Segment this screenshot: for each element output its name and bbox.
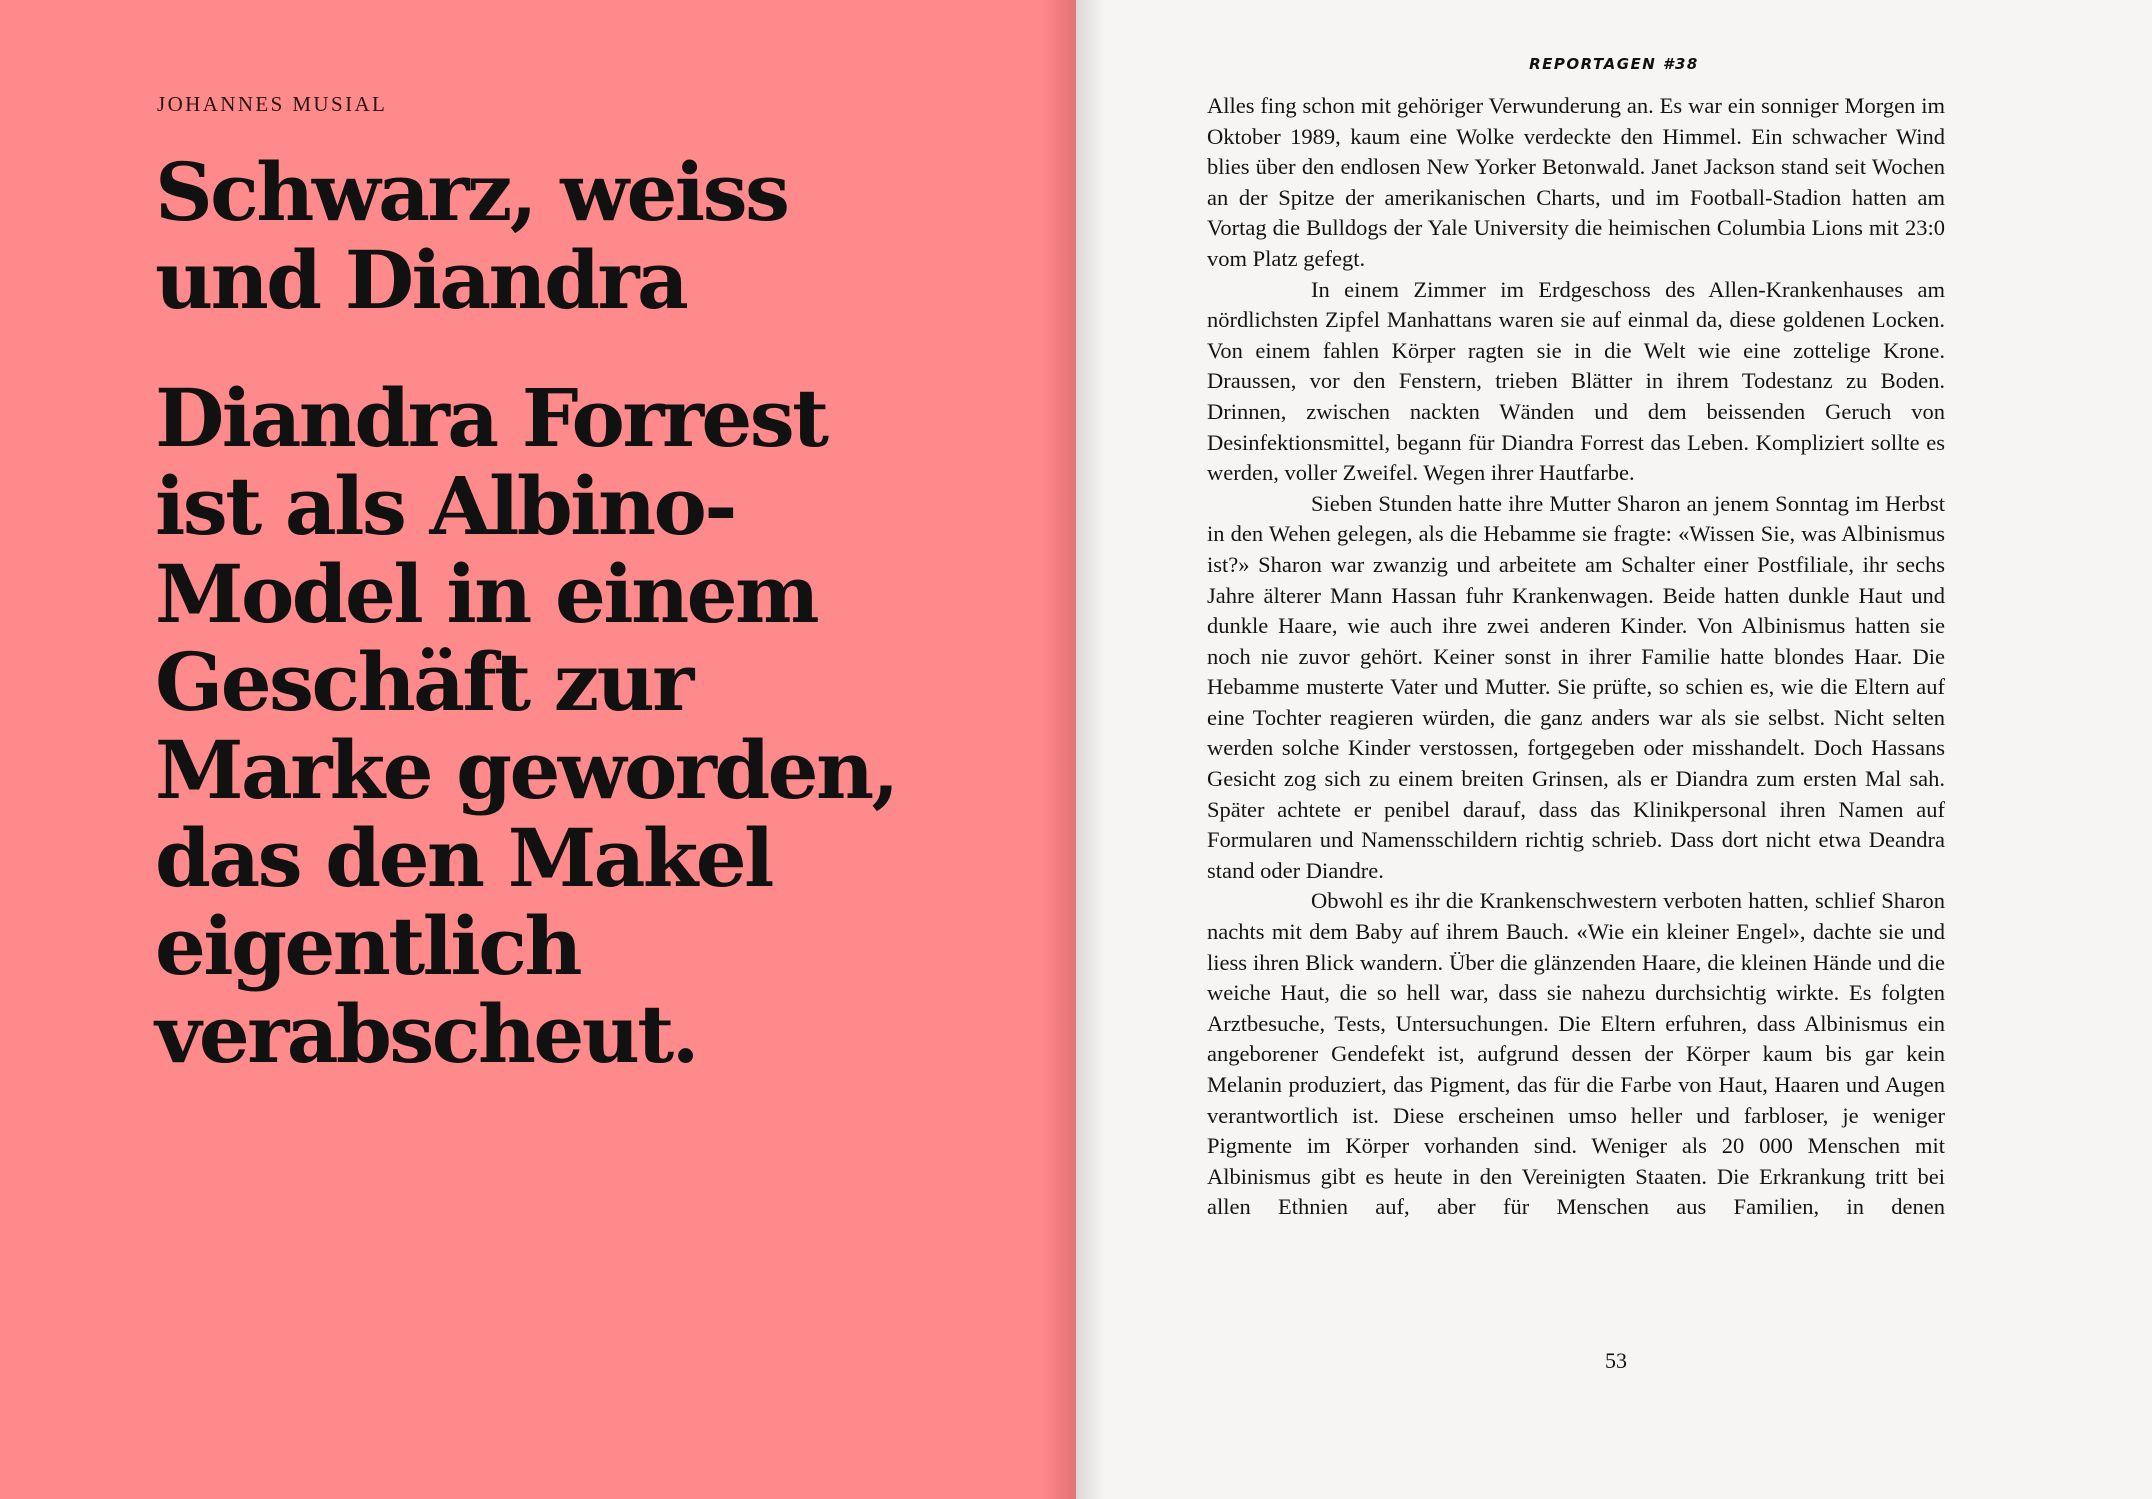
article-body bbox=[1207, 91, 1945, 1223]
body-paragraph: Obwohl es ihr die Krankenschwestern verboten hatten, schlief Sharon nachts mit dem Baby auf ihrem Bauch. «Wie ein kleiner Engel», dachte sie und liess ihren Blick wandern. Über die glänzenden Haare, die kleinen Hände und die weiche Haut, die so hell war, dass sie nahezu durchsichtig wirkte. Es folgten Arztbesuche, Tests, Untersuchungen. Die Eltern erfuhren, dass Albinismus ein angeborener Gendefekt ist, aufgrund dessen der Körper kaum bis gar kein Melanin produziert, das Pigment, das für die Farbe von Haut, Haaren und Augen verantwortlich ist. Diese erscheinen umso heller und farbloser, je weniger Pigmente im Körper vorhanden sind. Weniger als 20 000 Menschen mit Albinismus gibt es heute in den Vereinigten Staaten. Die Erkrankung tritt bei allen Ethnien auf, aber für Menschen aus Familien, in denen bbox=[1207, 888, 1945, 1220]
title-line: Schwarz, weiss bbox=[155, 145, 788, 239]
lede-line: Diandra Forrest bbox=[155, 371, 827, 465]
lede-line: verabscheut. bbox=[155, 987, 697, 1081]
body-paragraph: Alles fing schon mit gehöriger Verwunderung an. Es war ein sonniger Morgen im Oktober 1989, kaum eine Wolke verdeckte den Himmel. Ein schwacher Wind blies über den endlosen New Yorker Betonwald. Janet Jackson stand seit Wochen an der Spitze der amerikanischen Charts, und im Football-Stadion hatten am Vortag die Bulldogs der Yale University die heimischen Columbia Lions mit 23:0 vom Platz gefegt. bbox=[1207, 93, 1945, 271]
title-line: und Diandra bbox=[155, 233, 687, 327]
lede-line: eigentlich bbox=[155, 899, 580, 993]
body-paragraph: Sieben Stunden hatte ihre Mutter Sharon an jenem Sonntag im Herbst in den Wehen gelegen, als die Hebamme sie fragte: «Wissen Sie, was Albinismus ist?» Sharon war zwanzig und arbeitete am Schalter einer Postfiliale, ihr sechs Jahre älterer Mann Hassan fuhr Krankenwagen. Beide hatten dunkle Haut und dunkle Haare, wie auch ihre zwei anderen Kinder. Von Albinismus hatten sie noch nie zuvor gehört. Keiner sonst in ihrer Familie hatte blondes Haar. Die Hebamme musterte Vater und Mutter. Sie prüfte, so schien es, wie die Eltern auf eine Tochter reagieren würden, die ganz anders war als sie selbst. Nicht selten werden solche Kinder verstossen, fortgegeben oder misshandelt. Doch Hassans Gesicht zog sich zu einem breiten Grinsen, als er Diandra zum ersten Mal sah. Später achtete er penibel darauf, dass das Klinikpersonal ihren Namen auf Formularen und Namensschildern richtig schrieb. Dass dort nicht etwa Deandra stand oder Diandre. bbox=[1207, 490, 1945, 883]
gutter-shadow bbox=[1040, 0, 1076, 1499]
lede-line: das den Makel bbox=[155, 811, 772, 905]
article-lede bbox=[155, 371, 1035, 1081]
lede-line: ist als Albino- bbox=[155, 459, 735, 553]
lede-line: Model in einem bbox=[155, 547, 817, 641]
lede-line: Marke geworden, bbox=[155, 723, 897, 817]
page-number: 53 bbox=[1605, 1348, 1627, 1373]
body-paragraph: In einem Zimmer im Erdgeschoss des Allen-Krankenhauses am nördlichsten Zipfel Manhattans waren sie auf einmal da, diese goldenen Locken. Von einem fahlen Körper ragten sie in die Welt wie eine zottelige Krone. Draussen, vor den Fenstern, trieben Blätter in ihrem Todestanz zu Boden. Drinnen, zwischen nackten Wänden und dem beissenden Geruch von Desinfektionsmittel, begann für Diandra Forrest das Leben. Kompliziert sollte es werden, voller Zweifel. Wegen ihrer Hautfarbe. bbox=[1207, 276, 1945, 486]
article-title bbox=[155, 145, 1035, 327]
lede-line: Geschäft zur bbox=[155, 635, 692, 729]
running-head: REPORTAGEN #38 bbox=[1529, 55, 1699, 73]
title-block bbox=[155, 145, 1035, 1081]
author-name: JOHANNES MUSIAL bbox=[157, 92, 388, 116]
right-gutter-shadow bbox=[1076, 0, 1104, 1499]
